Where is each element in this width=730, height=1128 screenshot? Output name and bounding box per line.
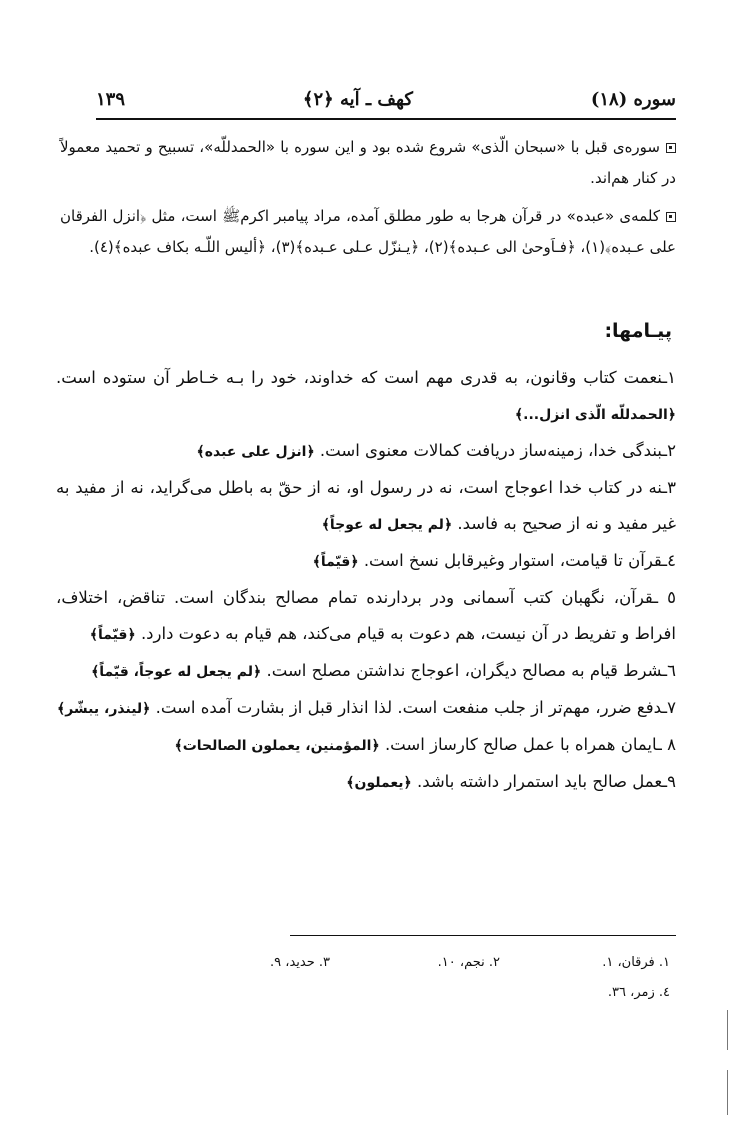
- footnotes: [150, 948, 670, 1008]
- message-text: شرط قیام به مصالح دیگران، اعوجاج نداشتن مصلح است.: [266, 661, 663, 680]
- footnote: ٤. زمر، ۳٦.: [607, 985, 670, 1000]
- footnote-row: [150, 948, 670, 978]
- scan-edge-mark: [727, 1010, 728, 1050]
- message-quote: ﴿لم یجعل له عوجاً﴾: [321, 517, 453, 533]
- note-bullet-icon: [666, 143, 676, 153]
- message-quote: ﴿یعملون﴾: [346, 775, 412, 791]
- message-quote: ﴿المؤمنین، یعملون الصالحات﴾: [174, 738, 380, 754]
- surah-label: سوره (۱۸): [590, 88, 676, 110]
- footnote: ۳. حدید، ۹.: [269, 955, 330, 970]
- message-item: [56, 580, 676, 653]
- message-number: ۸ ـ: [657, 735, 676, 754]
- note-2-text: کلمه‌ی «عبده» در قرآن هرجا به طور مطلق آمده، مراد پیامبر اکرمﷺ است، مثل ﴿انزل الفرقان علی عـبده﴾(۱)، ﴿فـاَوحیٰ الی عـبده﴾(۲)، ﴿یـنزّل عـلی عـبده﴾(۳)، ﴿ألیس اللّـه بکاف عبده﴾(٤).: [60, 207, 676, 256]
- header-rule: [96, 118, 676, 120]
- message-text: نه در کتاب خدا اعوجاج است، نه در رسول او، نه از حقّ به باطل می‌گراید، نه از مفید به غیر مفید و نه از صحیح به فاسد.: [56, 478, 676, 533]
- message-item: [56, 727, 676, 764]
- page-header: [96, 82, 676, 116]
- message-text: ایمان همراه با عمل صالح کارساز است.: [384, 735, 658, 754]
- message-text: بندگی خدا، زمینه‌ساز دریافت کمالات معنوی است.: [319, 441, 663, 460]
- message-item: [56, 764, 676, 801]
- footnote: ۲. نجم، ۱۰.: [437, 955, 500, 970]
- message-quote: ﴿الحمدللّه الّذی انزل...﴾: [514, 407, 676, 423]
- messages-list: [56, 360, 676, 801]
- message-quote: ﴿قیّماً﴾: [312, 554, 359, 570]
- footnote-rule: [290, 935, 676, 936]
- message-item: [56, 433, 676, 470]
- message-text: عمل صالح باید استمرار داشته باشد.: [416, 772, 663, 791]
- note-1-text: سوره‌ی قبل با «سبحان الّذی» شروع شده بود و این سوره با «الحمدللّه»، تسبیح و تحمید معمولاً در کنار هم‌اند.: [60, 138, 676, 187]
- message-number: ٦ـ: [662, 661, 676, 680]
- message-quote: ﴿لینذر، یبشّر﴾: [57, 701, 151, 717]
- message-item: [56, 470, 676, 543]
- note-1: [60, 132, 676, 194]
- scan-edge-mark: [727, 1070, 728, 1115]
- message-item: [56, 360, 676, 433]
- message-quote: ﴿قیّماً﴾: [89, 627, 136, 643]
- note-2: [60, 201, 676, 263]
- message-number: ۹ـ: [662, 772, 676, 791]
- message-text: دفع ضرر، مهم‌تر از جلب منفعت است. لذا انذار قبل از بشارت آمده است.: [155, 698, 663, 717]
- message-number: ۱ـ: [662, 368, 676, 387]
- footnote: ۱. فرقان، ۱.: [602, 955, 670, 970]
- message-item: [56, 543, 676, 580]
- message-number: ٥ ـ: [653, 588, 676, 607]
- note-bullet-icon: [666, 212, 676, 222]
- message-text: نعمت کتاب وقانون، به قدری مهم است که خداوند، خود را بـه خـاطر آن ستوده است.: [56, 368, 663, 387]
- message-number: ۲ـ: [662, 441, 676, 460]
- page-number: ۱۳۹: [96, 88, 126, 110]
- footnote-row: [150, 978, 670, 1008]
- message-quote: ﴿لم یجعل له عوجاً، قیّماً﴾: [91, 664, 262, 680]
- verse-title: کهف ـ آیه ﴿۲﴾: [302, 88, 413, 110]
- message-number: ۳ـ: [662, 478, 676, 497]
- message-item: [56, 690, 676, 727]
- message-item: [56, 653, 676, 690]
- message-quote: ﴿انزل علی عبده﴾: [196, 444, 315, 460]
- message-text: قرآن، نگهبان کتب آسمانی ودر بردارنده تمام مصالح بندگان است. تناقض، اختلاف، افراط و تفریط در آن نیست، هم دعوت به قیام می‌کند، هم قیام به دعوت دارد.: [56, 588, 676, 643]
- section-title: پیـامها:: [604, 320, 672, 342]
- message-number: ۷ـ: [662, 698, 676, 717]
- message-text: قرآن تا قیامت، استوار وغیرقابل نسخ است.: [363, 551, 663, 570]
- message-number: ٤ـ: [662, 551, 676, 570]
